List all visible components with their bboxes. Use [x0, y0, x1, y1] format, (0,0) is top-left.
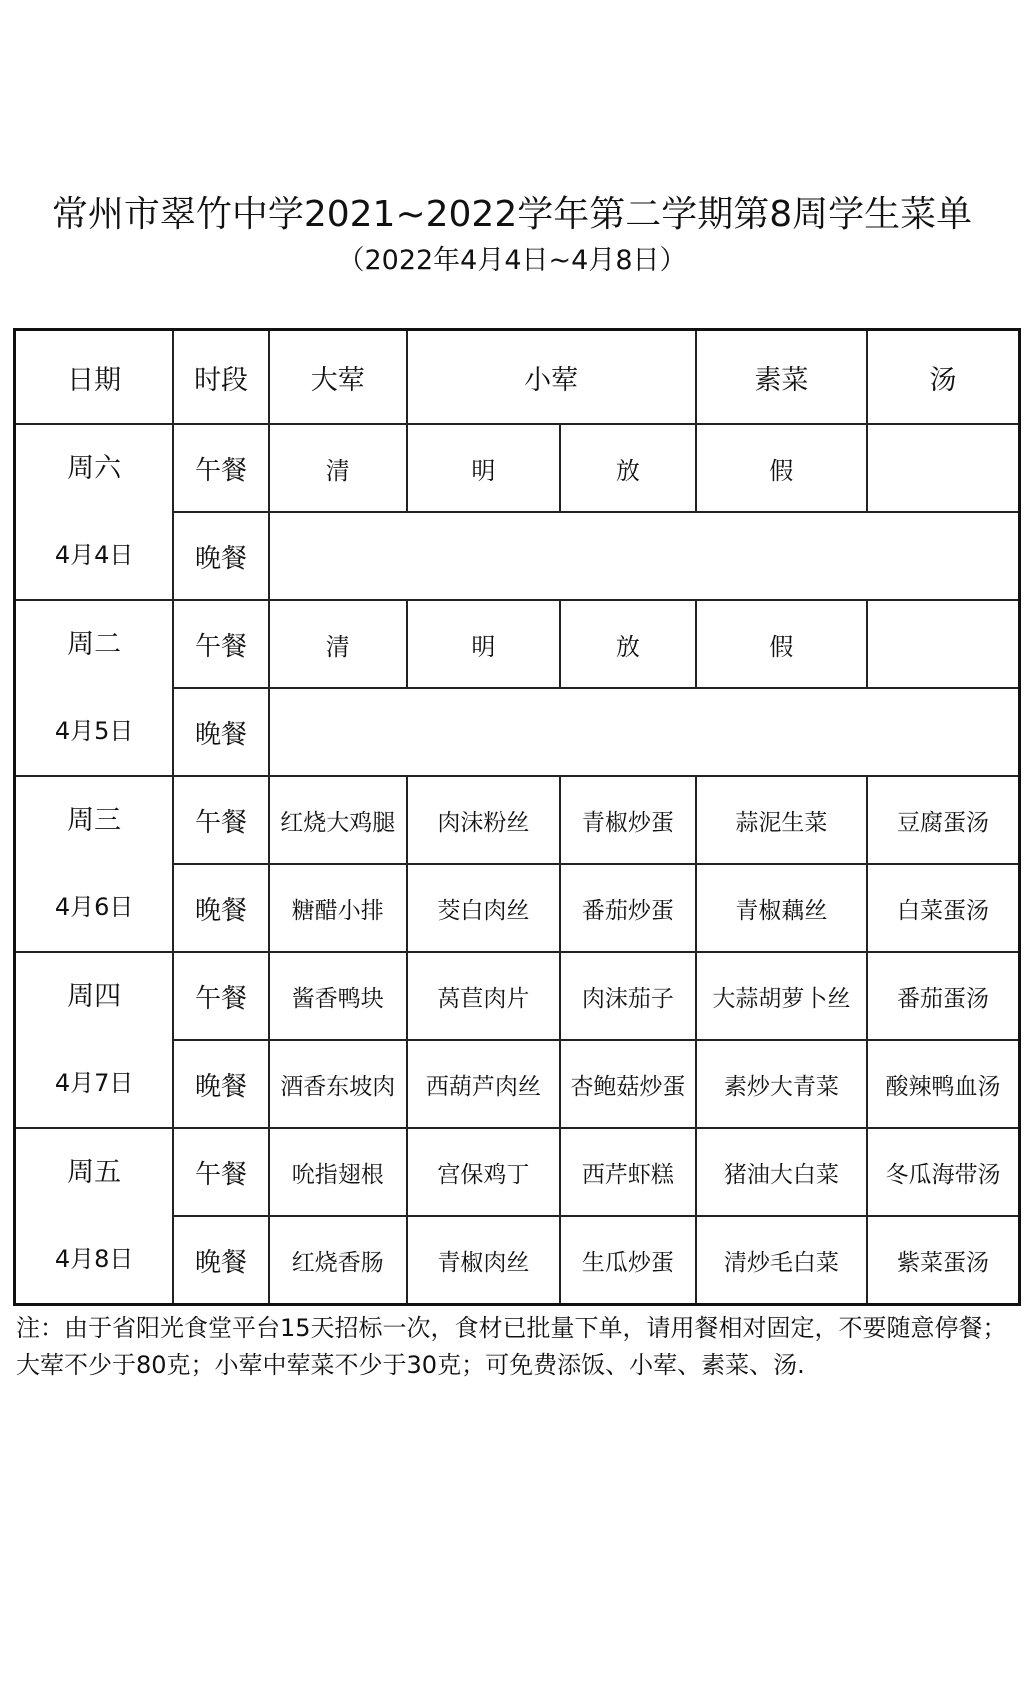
dish-small-meat-1: 西葫芦肉丝 — [407, 1040, 560, 1128]
dish-small-meat-1: 茭白肉丝 — [407, 864, 560, 952]
dish-vegetable: 大蒜胡萝卜丝 — [696, 952, 867, 1040]
dish-big-meat: 酒香东坡肉 — [269, 1040, 407, 1128]
meal-period: 午餐 — [173, 600, 269, 688]
day-date: 4月4日 — [54, 541, 134, 569]
header-soup: 汤 — [867, 330, 1019, 425]
dish-soup: 白菜蛋汤 — [867, 864, 1019, 952]
day-name: 周二 — [67, 629, 122, 660]
dish-small-meat-1: 明 — [407, 600, 560, 688]
meal-period: 晚餐 — [173, 688, 269, 776]
meal-period: 晚餐 — [173, 1040, 269, 1128]
dish-big-meat: 红烧香肠 — [269, 1216, 407, 1305]
header-vegetable: 素菜 — [696, 330, 867, 425]
dish-small-meat-1: 青椒肉丝 — [407, 1216, 560, 1305]
dish-soup — [867, 600, 1019, 688]
dish-small-meat-1: 莴苣肉片 — [407, 952, 560, 1040]
dish-small-meat-2: 青椒炒蛋 — [560, 776, 696, 864]
day-cell — [15, 1128, 174, 1305]
dish-small-meat-2: 放 — [560, 600, 696, 688]
day-name: 周四 — [67, 981, 122, 1012]
page-subtitle: （2022年4月4日~4月8日） — [337, 245, 687, 276]
day-name: 周六 — [67, 453, 122, 484]
meal-period: 晚餐 — [173, 1216, 269, 1305]
dish-small-meat-2: 放 — [560, 424, 696, 512]
meal-period: 午餐 — [173, 424, 269, 512]
dish-big-meat: 糖醋小排 — [269, 864, 407, 952]
header-big-meat: 大荤 — [269, 330, 407, 425]
dish-big-meat: 清 — [269, 600, 407, 688]
dish-small-meat-1: 肉沫粉丝 — [407, 776, 560, 864]
meal-period: 午餐 — [173, 776, 269, 864]
dish-vegetable: 假 — [696, 424, 867, 512]
dish-vegetable: 清炒毛白菜 — [696, 1216, 867, 1305]
dish-small-meat-1: 宫保鸡丁 — [407, 1128, 560, 1216]
day-date: 4月6日 — [54, 893, 134, 921]
meal-period: 晚餐 — [173, 864, 269, 952]
holiday-empty-cell — [269, 512, 1020, 600]
day-cell — [15, 424, 174, 600]
dish-soup: 番茄蛋汤 — [867, 952, 1019, 1040]
dish-soup: 酸辣鸭血汤 — [867, 1040, 1019, 1128]
dish-vegetable: 假 — [696, 600, 867, 688]
dish-big-meat: 清 — [269, 424, 407, 512]
dish-vegetable: 猪油大白菜 — [696, 1128, 867, 1216]
page-title: 常州市翠竹中学2021~2022学年第二学期第8周学生菜单 — [51, 194, 973, 235]
header-period: 时段 — [173, 330, 269, 425]
dish-big-meat: 吮指翅根 — [269, 1128, 407, 1216]
table-row — [15, 424, 1020, 512]
table-row — [15, 600, 1020, 688]
header-row — [15, 330, 1020, 425]
header-date: 日期 — [15, 330, 174, 425]
table-row — [15, 776, 1020, 864]
dish-vegetable: 素炒大青菜 — [696, 1040, 867, 1128]
dish-small-meat-2: 生瓜炒蛋 — [560, 1216, 696, 1305]
meal-period: 晚餐 — [173, 512, 269, 600]
day-cell — [15, 600, 174, 776]
meal-period: 午餐 — [173, 952, 269, 1040]
day-cell — [15, 952, 174, 1128]
footnote: 注：由于省阳光食堂平台15天招标一次，食材已批量下单，请用餐相对固定，不要随意停餐；大荤不少于80克；小荤中荤菜不少于30克；可免费添饭、小荤、素菜、汤. — [16, 1314, 1007, 1379]
table-row — [15, 952, 1020, 1040]
day-cell — [15, 776, 174, 952]
dish-vegetable: 青椒藕丝 — [696, 864, 867, 952]
dish-soup — [867, 424, 1019, 512]
dish-vegetable: 蒜泥生菜 — [696, 776, 867, 864]
dish-big-meat: 红烧大鸡腿 — [269, 776, 407, 864]
day-date: 4月5日 — [54, 717, 134, 745]
dish-small-meat-2: 杏鲍菇炒蛋 — [560, 1040, 696, 1128]
dish-big-meat: 酱香鸭块 — [269, 952, 407, 1040]
dish-small-meat-2: 西芹虾糕 — [560, 1128, 696, 1216]
day-name: 周三 — [67, 805, 122, 836]
dish-small-meat-2: 番茄炒蛋 — [560, 864, 696, 952]
day-date: 4月7日 — [54, 1069, 134, 1097]
header-small-meat: 小荤 — [407, 330, 696, 425]
dish-small-meat-2: 肉沫茄子 — [560, 952, 696, 1040]
meal-period: 午餐 — [173, 1128, 269, 1216]
table-row — [15, 1128, 1020, 1216]
menu-table — [13, 328, 1021, 1306]
dish-soup: 豆腐蛋汤 — [867, 776, 1019, 864]
holiday-empty-cell — [269, 688, 1020, 776]
dish-soup: 紫菜蛋汤 — [867, 1216, 1019, 1305]
day-date: 4月8日 — [54, 1245, 134, 1273]
dish-soup: 冬瓜海带汤 — [867, 1128, 1019, 1216]
dish-small-meat-1: 明 — [407, 424, 560, 512]
day-name: 周五 — [67, 1157, 122, 1188]
